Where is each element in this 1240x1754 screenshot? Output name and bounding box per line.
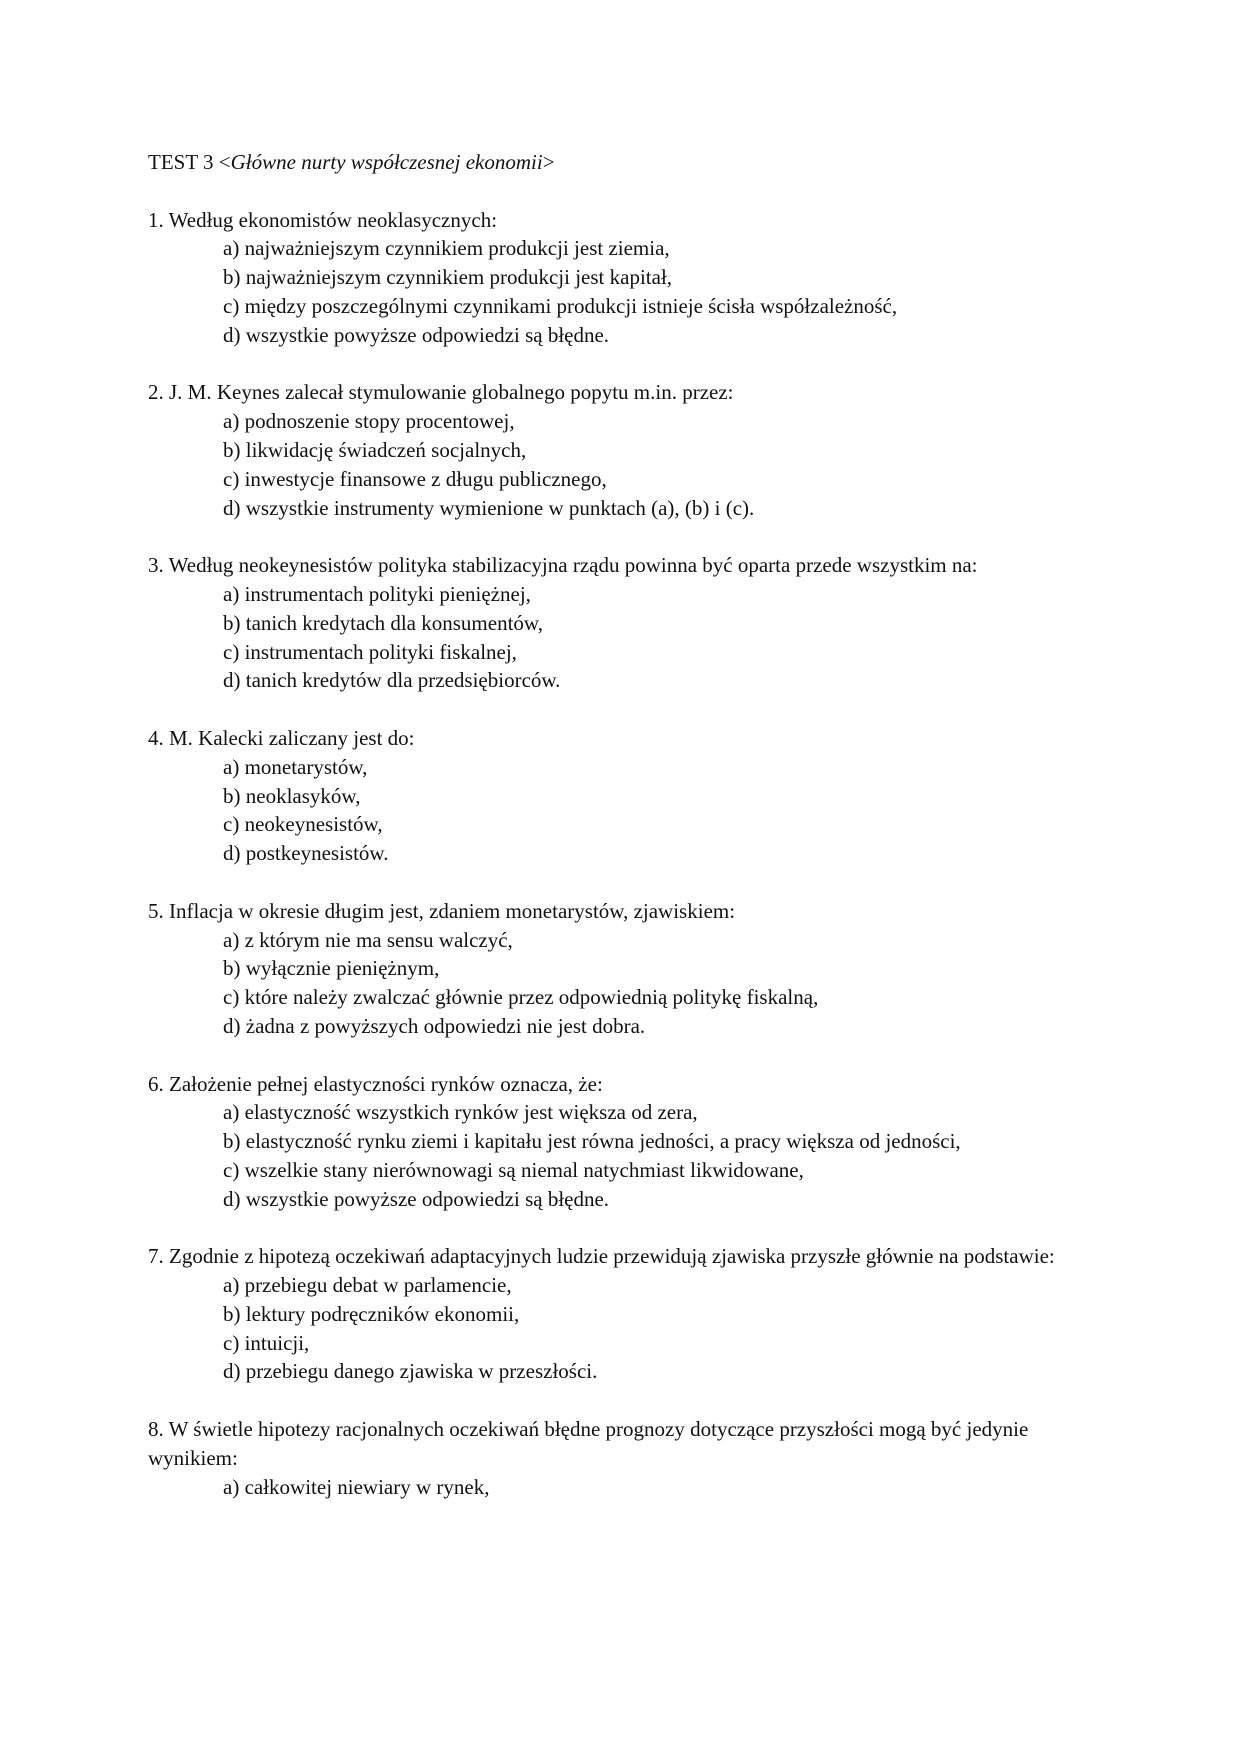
answer-option-c: c) intuicji, [223, 1330, 310, 1355]
answer-options [148, 1098, 1108, 1213]
question-7 [148, 1242, 1108, 1386]
answer-option-d: d) wszystkie powyższe odpowiedzi są błędne. [223, 1186, 610, 1211]
question-8 [148, 1415, 1108, 1501]
question-stem: 3. Według neokeynesistów polityka stabilizacyjna rządu powinna być oparta przede wszystkim na: [148, 553, 978, 578]
answer-option-b: b) likwidację świadczeń socjalnych, [223, 437, 527, 462]
answer-option-b: b) najważniejszym czynnikiem produkcji jest kapitał, [223, 265, 673, 290]
answer-option-b: b) elastyczność rynku ziemi i kapitału jest równa jedności, a pracy większa od jedności, [223, 1129, 961, 1154]
question-6 [148, 1070, 1108, 1214]
question-5 [148, 897, 1108, 1041]
answer-option-a: a) podnoszenie stopy procentowej, [223, 409, 515, 434]
answer-options [148, 753, 1108, 868]
answer-option-d: d) przebiegu danego zjawiska w przeszłości. [223, 1359, 598, 1384]
question-4 [148, 724, 1108, 868]
answer-option-d: d) żadna z powyższych odpowiedzi nie jest dobra. [223, 1013, 646, 1038]
answer-option-c: c) neokeynesistów, [223, 812, 383, 837]
answer-option-a: a) monetarystów, [223, 754, 368, 779]
answer-option-d: d) wszystkie instrumenty wymienione w punktach (a), (b) i (c). [223, 495, 755, 520]
answer-options [148, 926, 1108, 1041]
answer-option-a: a) całkowitej niewiary w rynek, [223, 1474, 490, 1499]
title-italic: Główne nurty współczesnej ekonomii [230, 150, 543, 174]
question-3 [148, 551, 1108, 695]
title-prefix: TEST 3 < [148, 150, 231, 174]
answer-option-d: d) wszystkie powyższe odpowiedzi są błędne. [223, 322, 610, 347]
test-title [148, 148, 1108, 177]
question-2 [148, 378, 1108, 522]
answer-options [148, 1271, 1108, 1386]
question-stem: 1. Według ekonomistów neoklasycznych: [148, 207, 498, 232]
answer-option-b: b) neoklasyków, [223, 783, 361, 808]
question-stem: 6. Założenie pełnej elastyczności rynków oznacza, że: [148, 1071, 603, 1096]
title-suffix: > [542, 150, 555, 174]
answer-options [148, 1473, 1108, 1502]
answer-option-b: b) lektury podręczników ekonomii, [223, 1301, 520, 1326]
answer-option-c: c) inwestycje finansowe z długu publicznego, [223, 466, 607, 491]
answer-option-d: d) postkeynesistów. [223, 841, 389, 866]
answer-option-a: a) przebiegu debat w parlamencie, [223, 1273, 512, 1298]
answer-option-c: c) wszelkie stany nierównowagi są niemal natychmiast likwidowane, [223, 1157, 804, 1182]
question-stem: 7. Zgodnie z hipotezą oczekiwań adaptacyjnych ludzie przewidują zjawiska przyszłe głównie na podstawie: [148, 1244, 1055, 1269]
document-body [148, 148, 1108, 1530]
answer-option-d: d) tanich kredytów dla przedsiębiorców. [223, 668, 561, 693]
answer-option-a: a) instrumentach polityki pieniężnej, [223, 581, 531, 606]
question-1 [148, 206, 1108, 350]
question-stem: 8. W świetle hipotezy racjonalnych oczekiwań błędne prognozy dotyczące przyszłości mogą być jedynie wynikiem: [148, 1417, 1029, 1470]
answer-option-a: a) elastyczność wszystkich rynków jest większa od zera, [223, 1100, 698, 1125]
question-stem: 2. J. M. Keynes zalecał stymulowanie globalnego popytu m.in. przez: [148, 380, 734, 405]
question-stem: 5. Inflacja w okresie długim jest, zdaniem monetarystów, zjawiskiem: [148, 898, 736, 923]
answer-option-a: a) z którym nie ma sensu walczyć, [223, 927, 513, 952]
answer-options [148, 407, 1108, 522]
answer-option-b: b) tanich kredytach dla konsumentów, [223, 610, 543, 635]
answer-options [148, 234, 1108, 349]
answer-option-b: b) wyłącznie pieniężnym, [223, 956, 440, 981]
answer-option-c: c) między poszczególnymi czynnikami produkcji istnieje ścisła współzależność, [223, 293, 898, 318]
question-stem: 4. M. Kalecki zaliczany jest do: [148, 725, 415, 750]
answer-option-c: c) instrumentach polityki fiskalnej, [223, 639, 517, 664]
answer-options [148, 580, 1108, 695]
answer-option-c: c) które należy zwalczać głównie przez odpowiednią politykę fiskalną, [223, 985, 819, 1010]
answer-option-a: a) najważniejszym czynnikiem produkcji jest ziemia, [223, 236, 670, 261]
